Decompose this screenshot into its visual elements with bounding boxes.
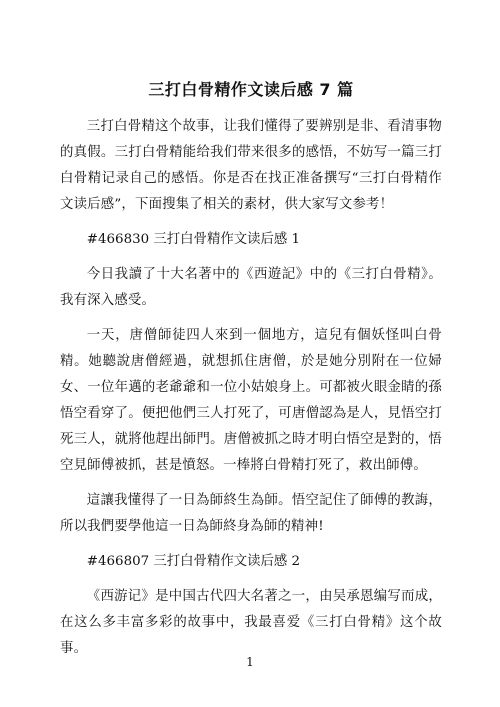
essay-2-paragraph-1: 《西游记》是中国古代四大名著之一，由吴承恩编写而成，在这么多丰富多彩的故事中，我最喜爱《三打白骨精》这个故事。 bbox=[60, 589, 442, 656]
essay-1-paragraph-1: 今日我讀了十大名著中的《西遊記》中的《三打白骨精》。我有深入感受。 bbox=[60, 267, 442, 308]
essay-heading-2: #466807 三打白骨精作文读后感 2 bbox=[86, 554, 301, 569]
page-number: 1 bbox=[246, 655, 254, 669]
intro-paragraph: 三打白骨精这个故事，让我们懂得了要辨别是非、看清事物的真假。三打白骨精能给我们带来很多的感悟，不妨写一篇三打白骨精记录自己的感悟。你是否在找正准备撰写“三打白骨精作文读后感”，下面搜集了相关的素材，供大家写文参考！ bbox=[60, 119, 442, 212]
essay-heading-1: #466830 三打白骨精作文读后感 1 bbox=[86, 232, 301, 247]
document-title: 三打白骨精作文读后感 7 篇 bbox=[148, 80, 354, 99]
essay-1-paragraph-2: 一天，唐僧師徒四人來到一個地方，這兒有個妖怪叫白骨精。她聽說唐僧經過，就想抓住唐僧，於是她分別附在一位婦女、一位年邁的老爺爺和一位小姑娘身上。可都被火眼金睛的孫悟空看穿了。便把他們三人打死了，可唐僧認為是人，見悟空打死三人，就將他趕出師門。唐僧被抓之時才明白悟空是對的，悟空見師傅被抓，甚是憤怒。一棒將白骨精打死了，救出師傅。 bbox=[60, 328, 442, 473]
essay-1-paragraph-3: 這讓我懂得了一日為師終生為師。悟空記住了師傅的教誨，所以我們要學他這一日為師終身為師的精神! bbox=[60, 493, 442, 534]
